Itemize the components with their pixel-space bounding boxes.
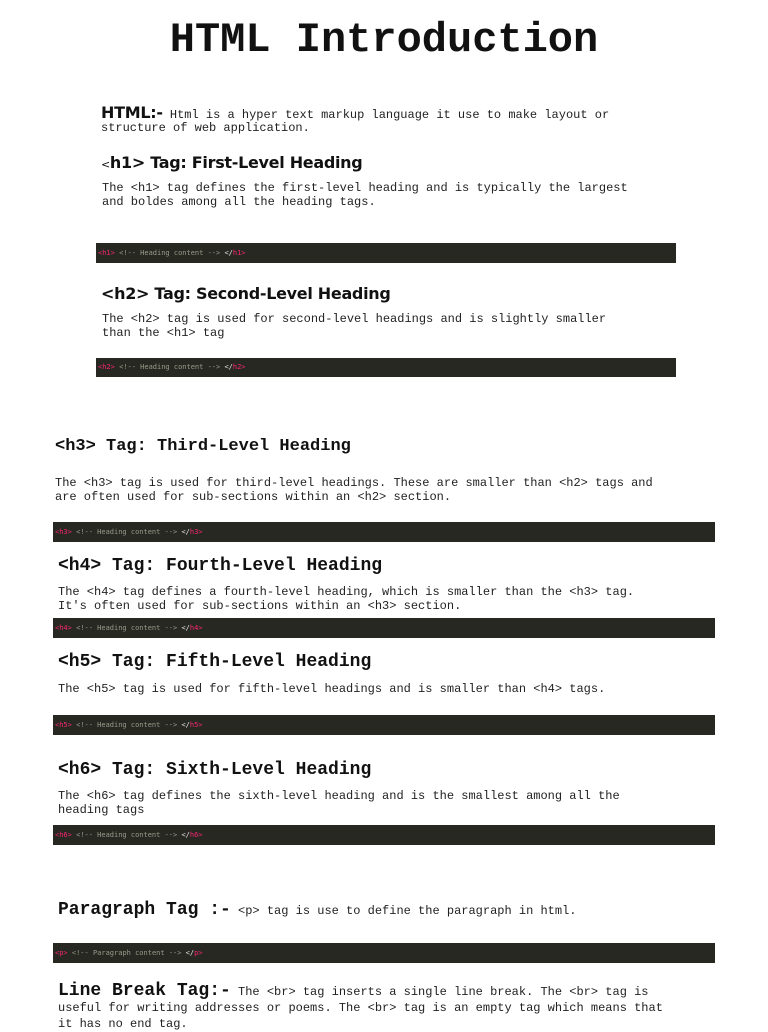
code-comment: <!-- Heading content --> [114,363,225,371]
code-close-tag: h1> [232,249,246,257]
code-close-bracket: </ [185,949,195,957]
h4-description: The <h4> tag defines a fourth-level heading, which is smaller than the <h3> tag. It's often used for sub-sections within an <h3> section. [58,585,635,613]
code-open-tag: <h6> [55,831,72,839]
h6-heading: <h6> Tag: Sixth-Level Heading [58,760,372,780]
paragraph-heading: Paragraph Tag :- [58,900,231,920]
code-open-tag: <h2> [98,363,115,371]
h3-heading: <h3> Tag: Third-Level Heading [55,437,351,456]
code-comment: <!-- Heading content --> [71,721,182,729]
h2-heading: <h2> Tag: Second-Level Heading [101,284,391,303]
code-close-tag: h4> [189,624,203,632]
code-close-tag: h5> [189,721,203,729]
h1-heading-text: h1> Tag: First-Level Heading [109,153,363,172]
code-close-tag: h2> [232,363,246,371]
code-close-tag: h6> [189,831,203,839]
code-open-tag: <h3> [55,528,72,536]
h6-description: The <h6> tag defines the sixth-level heading and is the smallest among all the heading tags [58,789,620,817]
code-close-bracket: </ [181,528,190,536]
h1-heading [101,153,362,172]
h1-code-block [96,243,676,263]
code-close-bracket: </ [224,249,233,257]
linebreak-section [58,983,748,1032]
code-comment: <!-- Heading content --> [71,831,182,839]
linebreak-text: The <br> tag inserts a single line break. The <br> tag is useful for writing addresses or poems. The <br> tag is an empty tag which means that it has no end tag. [58,985,663,1031]
h3-code-block [53,522,715,542]
page-title: HTML Introduction [169,16,599,64]
code-comment: <!-- Heading content --> [71,528,182,536]
paragraph-code-block [53,943,715,963]
code-comment: <!-- Heading content --> [71,624,182,632]
intro-label: HTML:- [101,102,163,122]
code-open-tag: <h4> [55,624,72,632]
code-close-tag: h3> [189,528,203,536]
code-close-tag: p> [194,949,203,957]
code-comment: <!-- Paragraph content --> [67,949,186,957]
code-close-bracket: </ [224,363,233,371]
code-close-bracket: </ [181,624,190,632]
code-close-bracket: </ [181,721,190,729]
h3-description: The <h3> tag is used for third-level headings. These are smaller than <h2> tags and are often used for sub-sections within an <h2> section. [55,476,653,504]
paragraph-section [58,900,748,920]
h5-heading: <h5> Tag: Fifth-Level Heading [58,652,372,672]
h1-description: The <h1> tag defines the first-level heading and is typically the largest and boldes among all the heading tags. [102,181,628,209]
code-open-tag: <p> [55,949,68,957]
h1-heading-prefix: < [101,158,110,171]
h4-code-block [53,618,715,638]
intro-text: Html is a hyper text markup language it use to make layout or structure of web application. [101,107,610,135]
h5-code-block [53,715,715,735]
intro-section [101,92,741,136]
h2-code-block [96,358,676,377]
h6-code-block [53,825,715,845]
paragraph-text: <p> tag is use to define the paragraph in html. [230,904,577,918]
h4-heading: <h4> Tag: Fourth-Level Heading [58,556,383,576]
h2-description: The <h2> tag is used for second-level headings and is slightly smaller than the <h1> tag [102,312,607,340]
code-close-bracket: </ [181,831,190,839]
h5-description: The <h5> tag is used for fifth-level headings and is smaller than <h4> tags. [58,682,606,696]
code-open-tag: <h5> [55,721,72,729]
linebreak-heading: Line Break Tag:- [58,981,231,1001]
code-comment: <!-- Heading content --> [114,249,225,257]
code-open-tag: <h1> [98,249,115,257]
